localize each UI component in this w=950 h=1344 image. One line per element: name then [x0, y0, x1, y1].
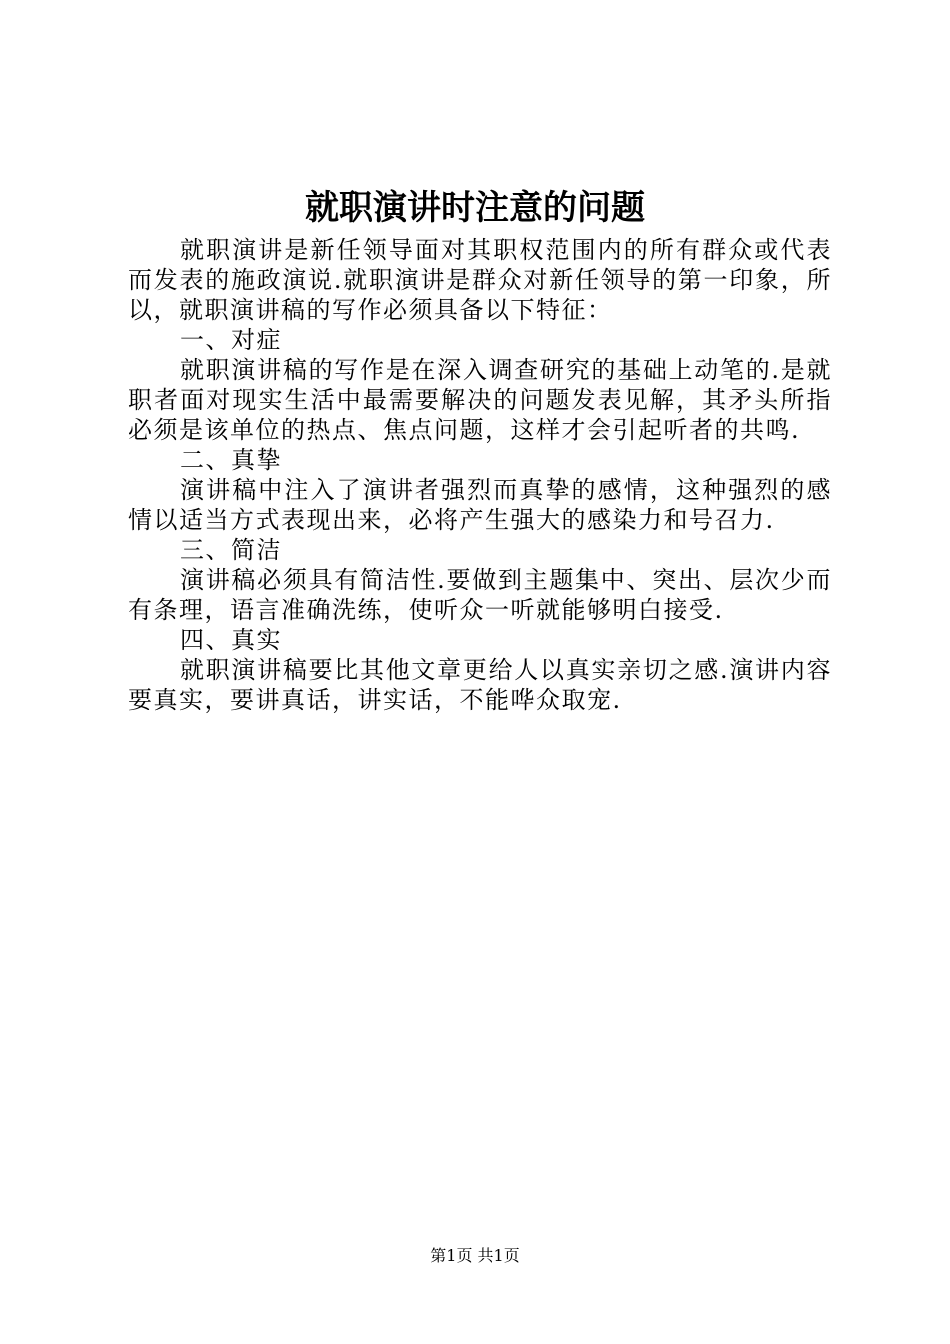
section-heading-1: 一、对症 — [180, 326, 282, 354]
section-body-4: 就职演讲稿要比其他文章更给人以真实亲切之感.演讲内容要真实，要讲真话，讲实话，不能哗众取宠. — [128, 656, 832, 714]
intro-paragraph: 就职演讲是新任领导面对其职权范围内的所有群众或代表而发表的施政演说.就职演讲是群众对新任领导的第一印象，所以，就职演讲稿的写作必须具备以下特征： — [128, 236, 832, 324]
page-footer: 第1页 共1页 — [430, 1246, 520, 1265]
section-body-2: 演讲稿中注入了演讲者强烈而真挚的感情，这种强烈的感情以适当方式表现出来，必将产生强大的感染力和号召力. — [128, 476, 832, 534]
section-heading-2: 二、真挚 — [180, 446, 282, 474]
page-title: 就职演讲时注意的问题 — [305, 188, 645, 228]
section-body-3: 演讲稿必须具有简洁性.要做到主题集中、突出、层次少而有条理，语言准确洗练，使听众一听就能够明白接受. — [128, 566, 832, 624]
section-heading-4: 四、真实 — [180, 626, 282, 654]
section-heading-3: 三、简洁 — [180, 536, 282, 564]
section-body-1: 就职演讲稿的写作是在深入调查研究的基础上动笔的.是就职者面对现实生活中最需要解决的问题发表见解，其矛头所指必须是该单位的热点、焦点问题，这样才会引起听者的共鸣. — [128, 356, 832, 444]
document-body — [128, 235, 832, 715]
